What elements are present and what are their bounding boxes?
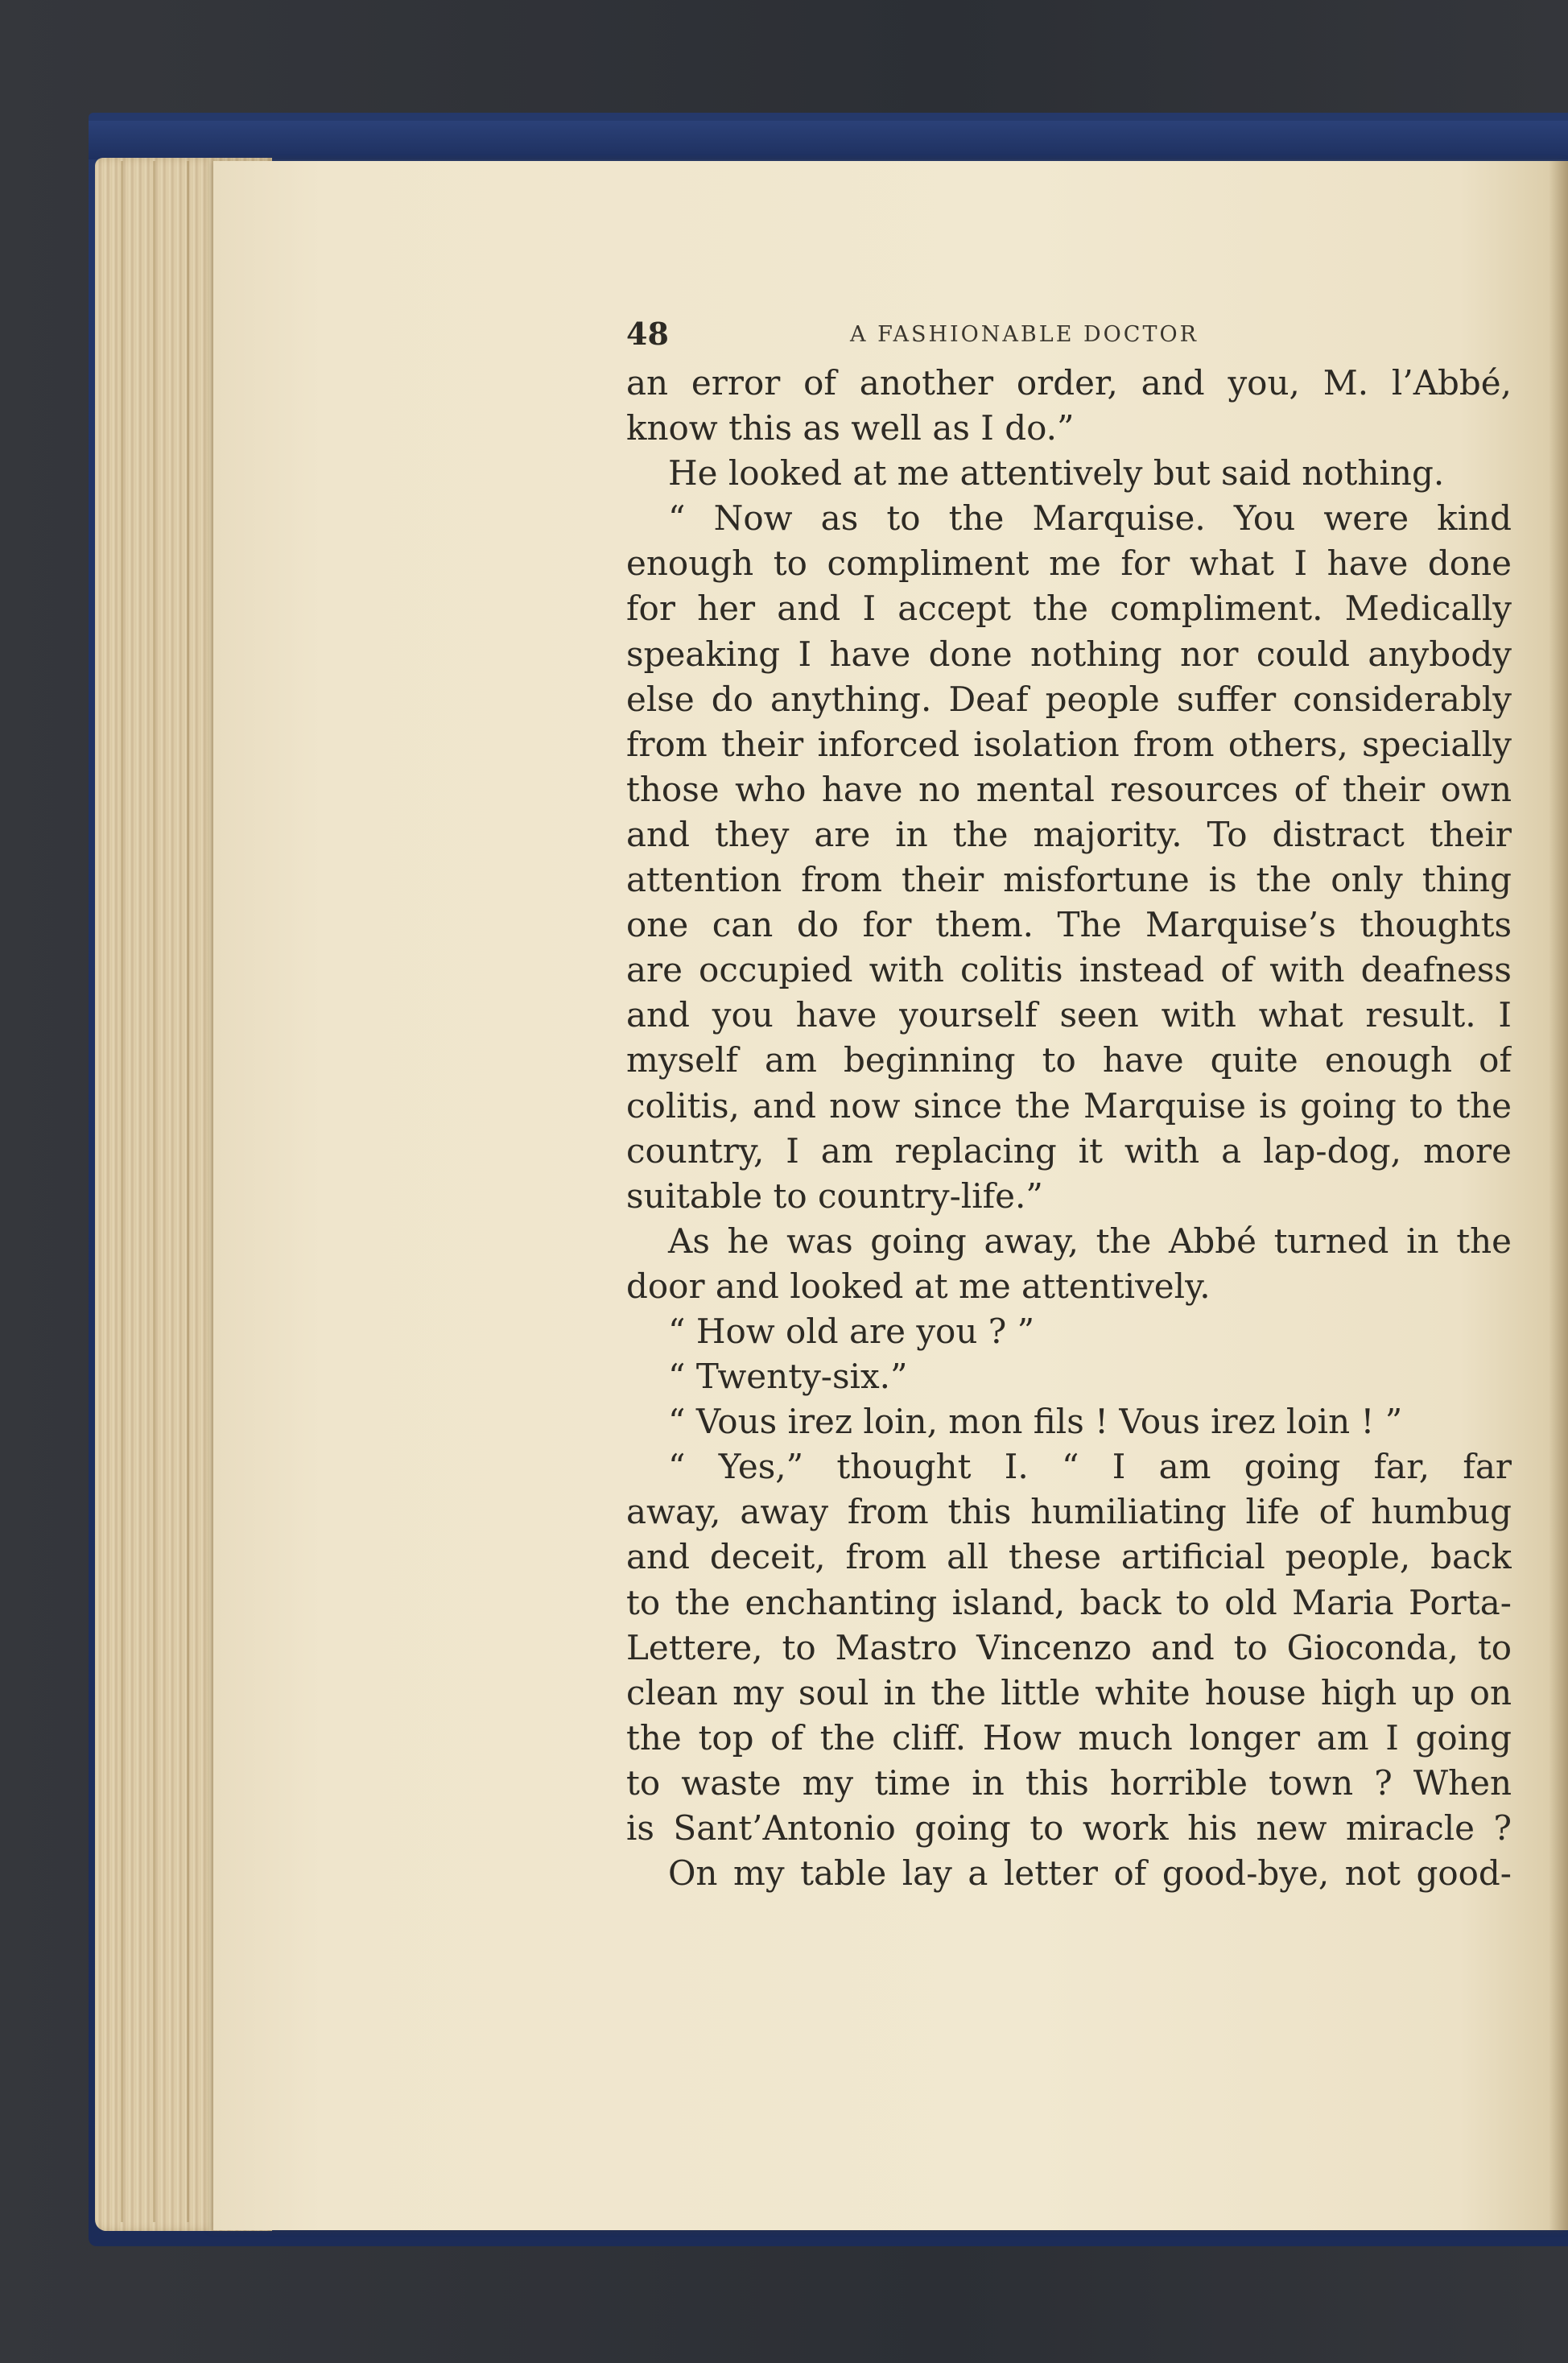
text-line: are occupied with colitis instead of with deafness <box>626 950 1512 990</box>
page-edge-line <box>187 161 189 2222</box>
text-line: “ Now as to the Marquise. You were kind <box>668 498 1512 539</box>
page-gutter-shadow <box>1549 161 1568 2230</box>
text-line: away, away from this humiliating life of humbug <box>626 1492 1512 1532</box>
text-line: “ Yes,” thought I. “ I am going far, far <box>668 1447 1512 1487</box>
text-line: myself am beginning to have quite enough of <box>626 1040 1512 1080</box>
text-line: know this as well as I do.” <box>626 408 1075 448</box>
text-line: one can do for them. The Marquise’s thoughts <box>626 905 1512 945</box>
page-edge-line <box>121 161 123 2222</box>
text-line: an error of another order, and you, M. l’Abbé, <box>626 363 1512 403</box>
text-line: country, I am replacing it with a lap-dog, more <box>626 1130 1512 1171</box>
running-title: A FASHIONABLE DOCTOR <box>850 322 1199 347</box>
text-line: He looked at me attentively but said nothing. <box>668 453 1445 494</box>
body-text <box>626 361 1512 1896</box>
text-line: from their inforced isolation from others, specially <box>626 724 1512 764</box>
text-line: for her and I accept the compliment. Medically <box>626 589 1512 629</box>
text-line: As he was going away, the Abbé turned in the <box>668 1221 1512 1261</box>
text-line: the top of the cliff. How much longer am I going <box>626 1717 1512 1758</box>
running-head <box>626 316 1512 356</box>
text-line: clean my soul in the little white house high up on <box>626 1672 1512 1712</box>
text-line: suitable to country-life.” <box>626 1175 1043 1216</box>
text-line: is Sant’Antonio going to work his new miracle ? <box>626 1808 1512 1848</box>
page-text-block <box>626 316 1512 1896</box>
page-edge-line <box>153 161 155 2222</box>
text-line: those who have no mental resources of their own <box>626 769 1512 809</box>
text-line: colitis, and now since the Marquise is going to the <box>626 1085 1512 1126</box>
text-line: and you have yourself seen with what result. I <box>626 995 1512 1035</box>
text-line: enough to compliment me for what I have done <box>626 543 1512 584</box>
text-line: door and looked at me attentively. <box>626 1266 1211 1306</box>
text-line: and they are in the majority. To distract their <box>626 814 1512 854</box>
page-number: 48 <box>626 316 669 352</box>
text-line: to waste my time in this horrible town ? When <box>626 1762 1512 1803</box>
text-line: On my table lay a letter of good-bye, not good- <box>668 1853 1512 1894</box>
text-line: Lettere, to Mastro Vincenzo and to Gioconda, to <box>626 1627 1512 1667</box>
text-line: speaking I have done nothing nor could anybody <box>626 634 1512 674</box>
text-line: “ Vous irez loin, mon fils ! Vous irez loin ! ” <box>668 1402 1403 1442</box>
book-cover-top-edge <box>89 121 1568 159</box>
text-line: else do anything. Deaf people suffer considerably <box>626 679 1512 719</box>
text-line: and deceit, from all these artificial people, back <box>626 1537 1512 1577</box>
text-line: “ How old are you ? ” <box>668 1311 1035 1351</box>
text-line: to the enchanting island, back to old Maria Porta- <box>626 1582 1512 1622</box>
text-line: “ Twenty-six.” <box>668 1357 908 1397</box>
text-line: attention from their misfortune is the only thing <box>626 860 1512 900</box>
